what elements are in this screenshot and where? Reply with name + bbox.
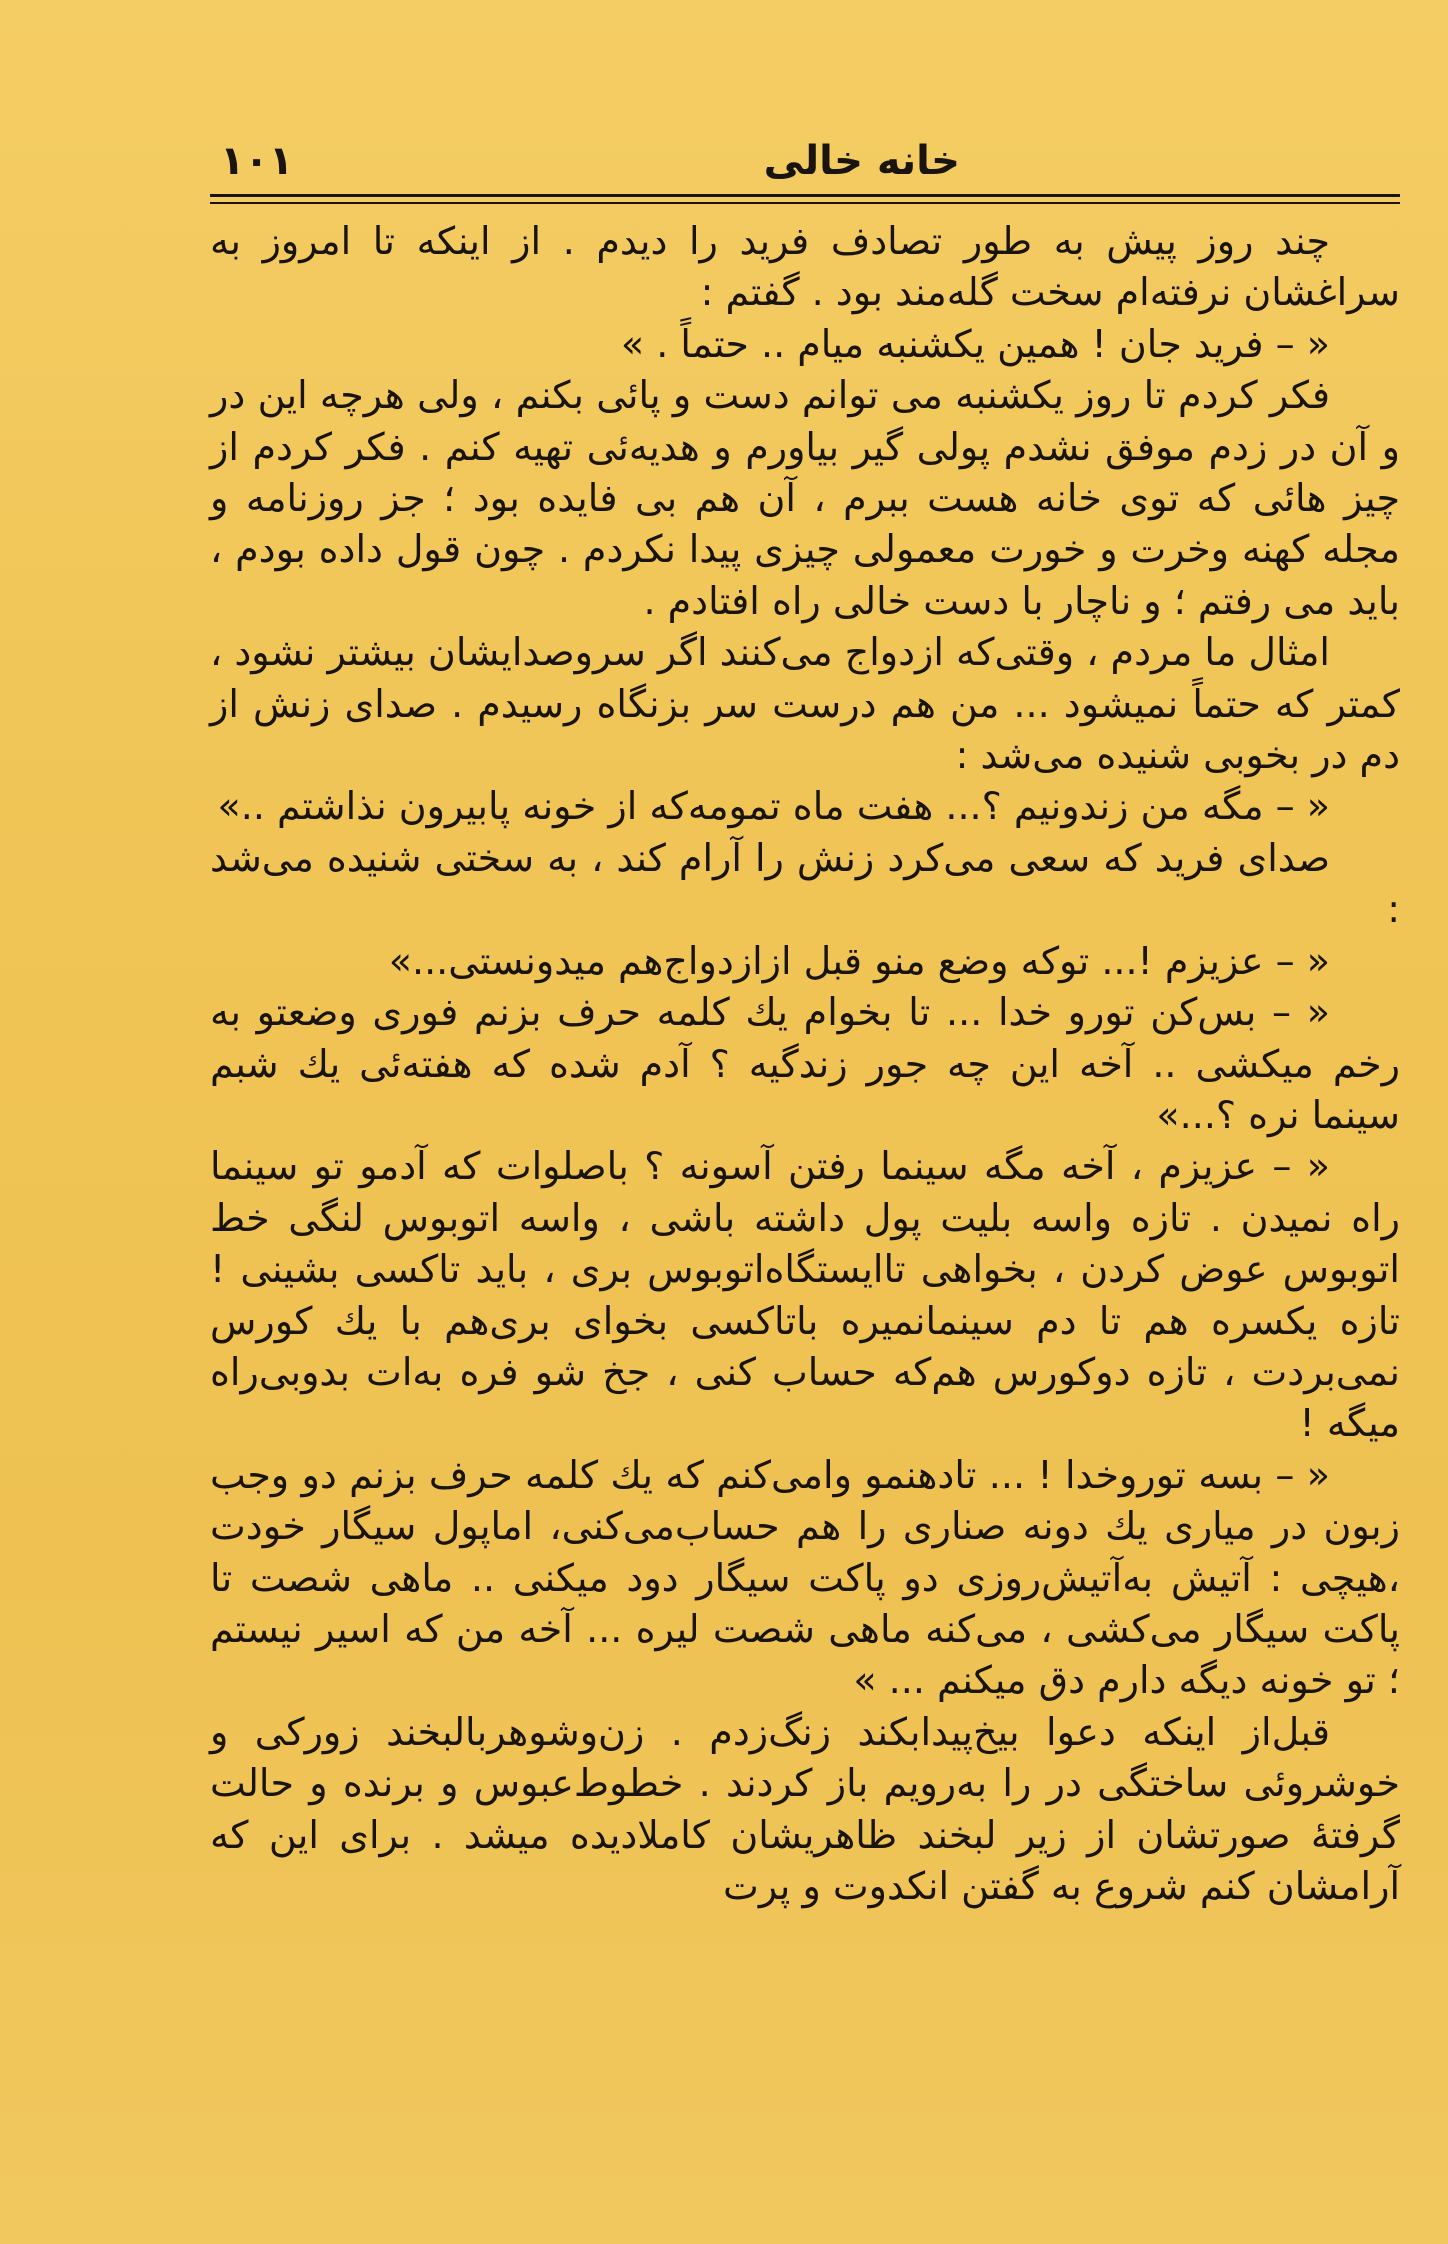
- paragraph: امثال ما مردم ، وقتی‌که ازدواج می‌کنند اگر سروصدایشان بیشتر نشود ، کمتر که حتماً نمیشود ... من هم درست سر بزنگاه رسیدم . صدای زنش از دم در بخوبی شنیده می‌شد :: [210, 630, 1400, 778]
- running-title: خانه خالی: [763, 138, 960, 184]
- paragraph: « – مگه من زندونیم ؟... هفت ماه تمومه‌که از خونه پابیرون نذاشتم ..»: [217, 784, 1330, 829]
- paragraph: « – فرید جان ! همین یکشنبه میام .. حتماً . »: [620, 321, 1330, 366]
- header-rule-bottom: [210, 202, 1400, 204]
- paragraph: « – عزیزم ، آخه مگه سینما رفتن آسونه ؟ باصلوات که آدمو تو سینما راه نمیدن . تازه واسه بلیت پول داشته باشی ، واسه اتوبوس لنگی خط اتوبوس عوض کردن ، بخواهی تاایستگاه‌اتوبوس بری ، باید تاکسی بشینی ! تازه یکسره هم تا دم سینمانمیره باتاکسی بخوای بری‌هم با یك کورس نمی‌بردت ، تازه دوکورس هم‌که حساب کنی ، جخ شو فره به‌ات بدوبی‌راه میگه !: [210, 1144, 1400, 1446]
- body-text: [210, 216, 1400, 1912]
- header-rule-top: [210, 194, 1400, 197]
- book-page: [210, 130, 1400, 2200]
- paragraph: چند روز پیش به طور تصادف فرید را دیدم . از اینکه تا امروز به سراغشان نرفته‌ام سخت گله‌مند بود . گفتم :: [210, 219, 1400, 315]
- page-number: ۱۰۱: [220, 138, 294, 184]
- paragraph: « – بس‌کن تورو خدا ... تا بخوام یك کلمه حرف بزنم فوری وضعتو به رخم میکشی .. آخه این چه جور زندگیه ؟ آدم شده که هفته‌ئی یك شبم سینما نره ؟...»: [210, 990, 1400, 1137]
- paragraph: قبل‌از اینکه دعوا بیخ‌پیدابکند زنگ‌زدم . زن‌وشوهربالبخند زورکی و خوشروئی ساختگی در را به‌رویم باز کردند . خطوط‌عبوس و برنده و حالت گرفتهٔ صورتشان از زیر لبخند ظاهریشان کاملادیده میشد . برای این که آرامشان کنم شروع به گفتن انکدوت و پرت: [210, 1709, 1400, 1908]
- running-header: [210, 130, 1400, 200]
- paragraph: صدای فرید که سعی می‌کرد زنش را آرام کند ، به سختی شنیده می‌شد :: [210, 835, 1400, 932]
- paragraph: فکر کردم تا روز یکشنبه می توانم دست و پائی بکنم ، ولی هرچه این در و آن در زدم موفق نشدم پولی گیر بیاورم و هدیه‌ئی تهیه کنم . فکر کردم از چیز هائی که توی خانه هست ببرم ، آن هم بی فایده بود ؛ جز روزنامه و مجله کهنه وخرت و خورت معمولی چیزی پیدا نکردم . چون قول داده بودم ، باید می رفتم ؛ و ناچار با دست خالی راه افتادم .: [210, 373, 1400, 623]
- paragraph: « – بسه توروخدا ! ... تادهنمو وامی‌کنم که یك کلمه حرف بزنم دو وجب زبون در میاری یك دونه صناری را هم حساب‌می‌کنی، اماپول سیگار خودت ،هیچی : آتیش به‌آتیش‌روزی دو پاکت سیگار دود میکنی .. ماهی شصت تا پاکت سیگار می‌کشی ، می‌کنه ماهی شصت لیره ... آخه من که اسیر نیستم ؛ تو خونه دیگه دارم دق میکنم ... »: [210, 1452, 1400, 1703]
- paragraph: « – عزیزم !... توکه وضع منو قبل ازازدواج‌هم میدونستی...»: [388, 938, 1330, 983]
